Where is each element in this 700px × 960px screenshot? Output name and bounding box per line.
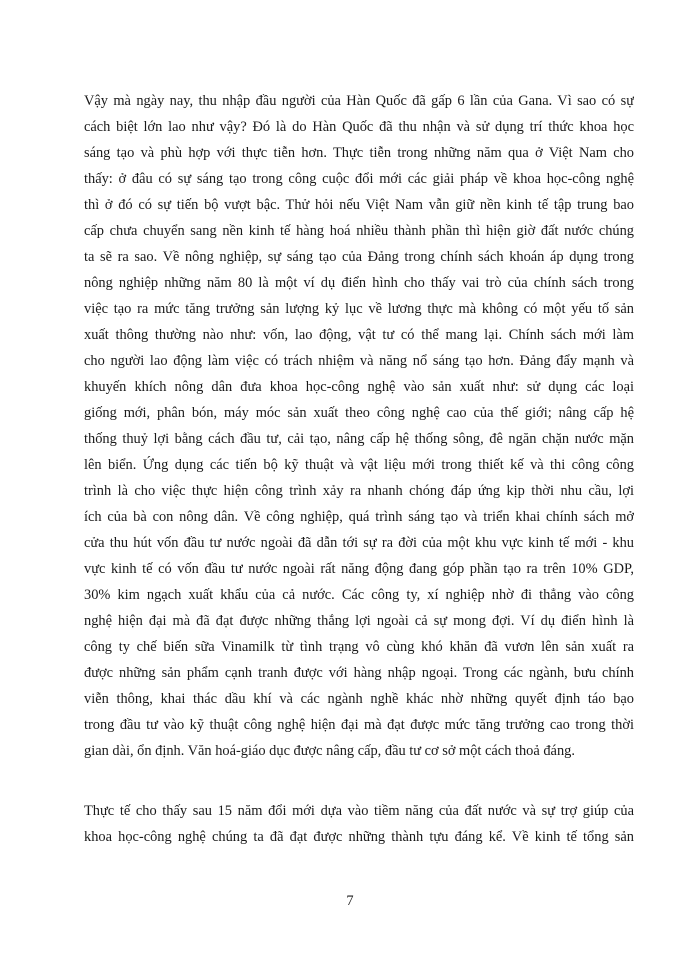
text-line: vực kinh tế có vốn đầu tư nước ngoài rất năng động đang góp phần tạo ra trên 10% GDP, xyxy=(84,561,634,577)
text-line: xuất thông thường nào như: vốn, lao động, vật tư có thể mang lại. Chính sách mới làm xyxy=(84,327,634,343)
body-paragraph-1 xyxy=(84,88,634,764)
text-line: ta sẽ ra sao. Về nông nghiệp, sự sáng tạo của Đảng trong chính sách khoán áp dụng trong xyxy=(84,249,634,265)
text-line: 30% kim ngạch xuất khẩu của cả nước. Các công ty, xí nghiệp nhờ đi thẳng vào công xyxy=(84,587,634,603)
text-line: viễn thông, khai thác dầu khí và các ngành nghề khác nhờ những quyết định táo bạo xyxy=(84,691,634,707)
text-line: thấy: ở đâu có sự sáng tạo trong công cuộc đổi mới các giải pháp về khoa học-công nghệ xyxy=(84,171,634,187)
text-line: cách biệt lớn lao như vậy? Đó là do Hàn Quốc đã thu nhận và sử dụng trí thức khoa học xyxy=(84,119,634,135)
text-line: sáng tạo và phù hợp với thực tiễn hơn. Thực tiễn trong những năm qua ở Việt Nam cho xyxy=(84,145,634,161)
text-line: ích của bà con nông dân. Về công nghiệp, quá trình sáng tạo và triển khai chính sách mở xyxy=(84,509,634,525)
text-line: thống thuỷ lợi bằng cách đầu tư, cải tạo, nâng cấp hệ thống sông, đê ngăn chặn nước mặn xyxy=(84,431,634,447)
text-line: cấp chưa chuyển sang nền kinh tế hàng hoá nhiều thành phần thì hiện giờ đất nước chúng xyxy=(84,223,634,239)
text-line: gian dài, ổn định. Văn hoá-giáo dục được nâng cấp, đầu tư cơ sở một cách thoả đáng. xyxy=(84,743,575,759)
text-line: Vậy mà ngày nay, thu nhập đầu người của Hàn Quốc đã gấp 6 lần của Gana. Vì sao có sự xyxy=(84,93,634,109)
text-line: việc tạo ra mức tăng trưởng sản lượng kỷ lục về lương thực mà không có một yếu tố sản xyxy=(84,301,634,317)
text-line: giống mới, phân bón, máy móc sản xuất theo công nghệ cao của thế giới; nâng cấp hệ xyxy=(84,405,634,421)
text-line: được những sản phẩm cạnh tranh được với hàng nhập ngoại. Trong các ngành, bưu chính xyxy=(84,665,634,681)
text-line: cửa thu hút vốn đầu tư nước ngoài đã dẫn tới sự ra đời của một khu vực kinh tế mới - khu xyxy=(84,535,634,551)
text-line: khoa học-công nghệ chúng ta đã đạt được những thành tựu đáng kể. Về kinh tế tổng sản xyxy=(84,829,634,845)
text-line: trong đầu tư vào kỹ thuật công nghệ hiện đại mà đạt được mức tăng trưởng cao trong thời xyxy=(84,717,634,733)
text-line: cho người lao động làm việc có trách nhiệm và năng nổ sáng tạo hơn. Đảng đẩy mạnh và xyxy=(84,353,634,369)
page-number: 7 xyxy=(346,893,354,909)
text-line: nghệ hiện đại mà đã đạt được những thắng lợi ngoài cả sự mong đợi. Ví dụ điển hình là xyxy=(84,613,634,629)
text-line: công ty chế biến sữa Vinamilk từ tình trạng vô cùng khó khăn đã vươn lên sản xuất ra xyxy=(84,639,634,655)
text-line: trình là cho việc thực hiện công trình xảy ra nhanh chóng đáp ứng kịp thời nhu cầu, lợi xyxy=(84,483,634,499)
text-line: khuyến khích nông dân đưa khoa học-công nghệ vào sản xuất như: sử dụng các loại xyxy=(84,379,634,395)
text-line: lên biển. Ứng dụng các tiến bộ kỹ thuật và vật liệu mới trong thiết kế và thi công công xyxy=(84,457,634,473)
text-line: nông nghiệp những năm 80 là một ví dụ điển hình cho thấy vai trò của chính sách trong xyxy=(84,275,634,291)
text-line: thì ở đó có sự tiến bộ vượt bậc. Thử hỏi nếu Việt Nam vẫn giữ nền kinh tế tập trung bao xyxy=(84,197,634,213)
body-paragraph-2 xyxy=(84,798,634,850)
text-line: Thực tế cho thấy sau 15 năm đổi mới dựa vào tiềm năng của đất nước và sự trợ giúp của xyxy=(84,803,634,819)
